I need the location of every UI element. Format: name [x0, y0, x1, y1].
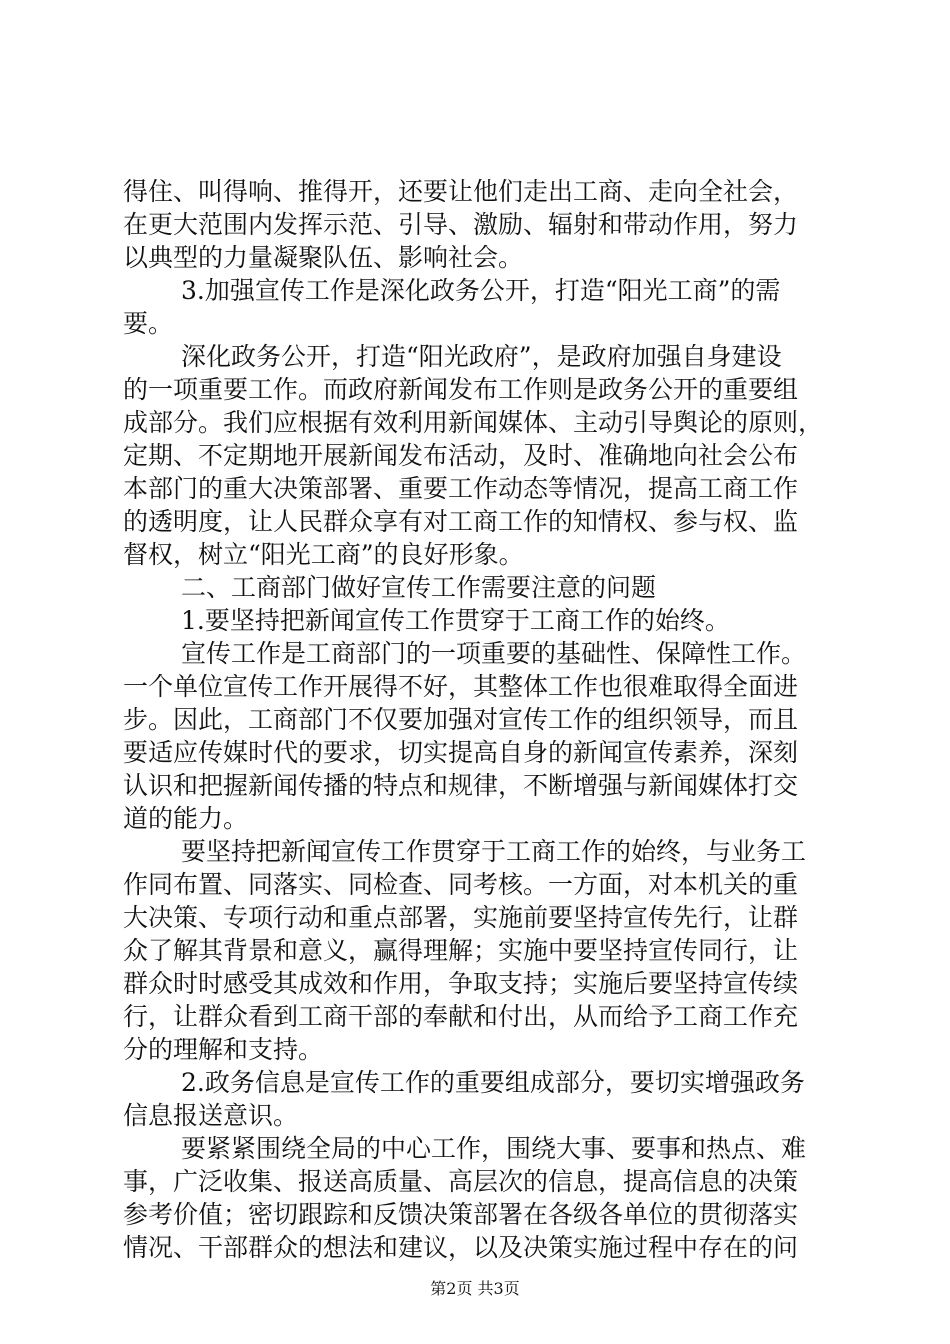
text-line: 1.要坚持把新闻宣传工作贯穿于工商工作的始终。 [181, 606, 730, 635]
text-line: 大决策、专项行动和重点部署，实施前要坚持宣传先行，让群 [123, 903, 799, 932]
text-line: 深化政务公开，打造“阳光政府”，是政府加强自身建设 [181, 342, 782, 371]
text-line: 的透明度，让人民群众享有对工商工作的知情权、参与权、监 [123, 507, 799, 536]
text-line: 本部门的重大决策部署、重要工作动态等情况，提高工商工作 [123, 474, 799, 503]
text-line: 以典型的力量凝聚队伍、影响社会。 [123, 243, 524, 272]
text-line: 定期、不定期地开展新闻发布活动，及时、准确地向社会公布 [123, 441, 799, 470]
text-line: 要适应传媒时代的要求，切实提高自身的新闻宣传素养，深刻 [123, 738, 799, 767]
text-line: 3.加强宣传工作是深化政务公开，打造“阳光工商”的需 [181, 276, 781, 305]
text-line: 2.政务信息是宣传工作的重要组成部分，要切实增强政务 [181, 1068, 805, 1097]
text-line: 分的理解和支持。 [123, 1035, 324, 1064]
document-body [123, 175, 833, 1264]
text-line: 信息报送意识。 [123, 1101, 299, 1130]
page-footer: 第2页 共3页 [430, 1279, 520, 1298]
text-line: 要坚持把新闻宣传工作贯穿于工商工作的始终，与业务工 [181, 837, 807, 866]
text-line: 要。 [123, 309, 174, 338]
text-line: 参考价值；密切跟踪和反馈决策部署在各级各单位的贯彻落实 [123, 1200, 799, 1229]
text-line: 宣传工作是工商部门的一项重要的基础性、保障性工作。 [181, 639, 807, 668]
text-line: 督权，树立“阳光工商”的良好形象。 [123, 540, 524, 569]
text-line: 二、工商部门做好宣传工作需要注意的问题 [181, 573, 657, 602]
text-line: 成部分。我们应根据有效利用新闻媒体、主动引导舆论的原则， [123, 408, 824, 437]
text-line: 作同布置、同落实、同检查、同考核。一方面，对本机关的重 [123, 870, 799, 899]
text-line: 道的能力。 [123, 804, 249, 833]
text-line: 的一项重要工作。而政府新闻发布工作则是政务公开的重要组 [123, 375, 799, 404]
text-line: 情况、干部群众的想法和建议，以及决策实施过程中存在的问 [123, 1233, 799, 1262]
text-line: 众了解其背景和意义，赢得理解；实施中要坚持宣传同行，让 [123, 936, 799, 965]
text-line: 在更大范围内发挥示范、引导、激励、辐射和带动作用，努力 [123, 210, 799, 239]
text-line: 群众时时感受其成效和作用，争取支持；实施后要坚持宣传续 [123, 969, 799, 998]
text-line: 行，让群众看到工商干部的奉献和付出，从而给予工商工作充 [123, 1002, 799, 1031]
text-line: 要紧紧围绕全局的中心工作，围绕大事、要事和热点、难 [181, 1134, 807, 1163]
text-line: 一个单位宣传工作开展得不好，其整体工作也很难取得全面进 [123, 672, 799, 701]
text-line: 得住、叫得响、推得开，还要让他们走出工商、走向全社会， [123, 177, 799, 206]
text-line: 步。因此，工商部门不仅要加强对宣传工作的组织领导，而且 [123, 705, 799, 734]
text-line: 事，广泛收集、报送高质量、高层次的信息，提高信息的决策 [123, 1167, 799, 1196]
text-line: 认识和把握新闻传播的特点和规律，不断增强与新闻媒体打交 [123, 771, 799, 800]
